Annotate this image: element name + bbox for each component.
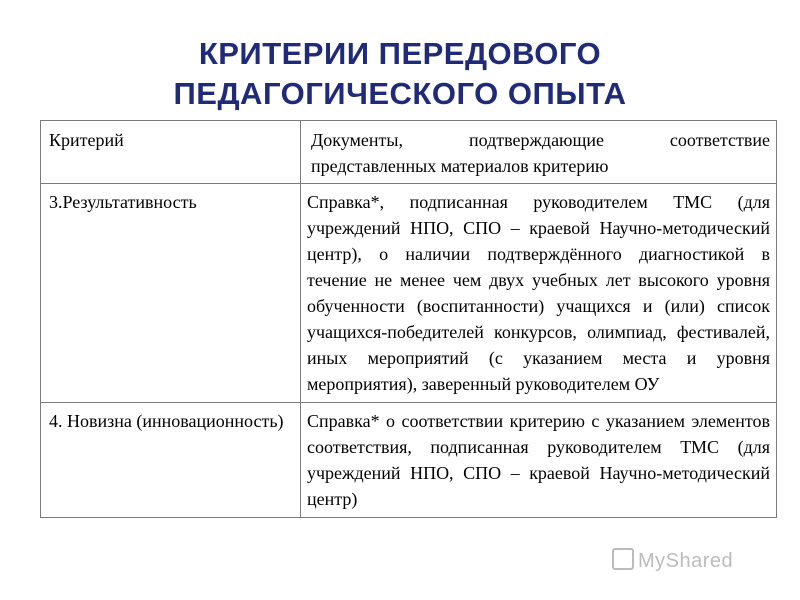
header-criterion: Критерий — [41, 121, 301, 184]
documents-cell: Справка* о соответствии критерию с указанием элементов соответствия, подписанная руководителем ТМС (для учреждений НПО, СПО – краевой Научно-методический центр) — [301, 403, 777, 518]
title-line-1: КРИТЕРИИ ПЕРЕДОВОГО — [198, 36, 602, 71]
title-line-2: ПЕДАГОГИЧЕСКОГО ОПЫТА — [173, 76, 627, 111]
table-row — [41, 184, 777, 403]
table-row — [41, 403, 777, 518]
criterion-cell: 4. Новизна (инновационность) — [41, 403, 301, 518]
criteria-table — [40, 120, 777, 518]
page-title — [0, 34, 800, 114]
watermark — [612, 548, 733, 573]
watermark-text: MyShared — [638, 550, 734, 572]
presentation-icon — [612, 548, 634, 570]
criterion-cell: 3.Результативность — [41, 184, 301, 403]
documents-cell: Справка*, подписанная руководителем ТМС (для учреждений НПО, СПО – краевой Научно-методический центр), о наличии подтверждённого диагностикой в течение не менее чем двух учебных лет высокого уровня обученности (воспитанности) учащихся и (или) список учащихся-победителей конкурсов, олимпиад, фестивалей, иных мероприятий (с указанием места и уровня мероприятия), заверенный руководителем ОУ — [301, 184, 777, 403]
table-header-row — [41, 121, 777, 184]
header-documents: Документы, подтверждающие соответствие представленных материалов критерию — [301, 121, 777, 184]
